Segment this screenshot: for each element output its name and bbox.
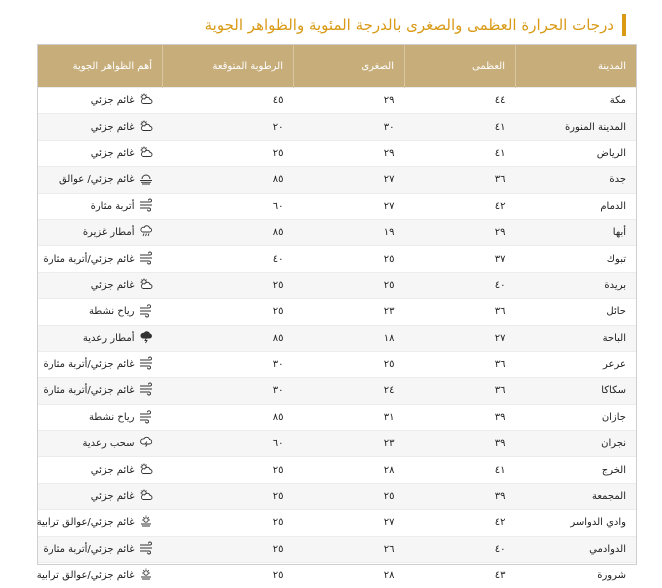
cell-weather [38, 272, 163, 298]
cell-max: ٣٩ [405, 431, 516, 457]
table-row [38, 351, 636, 377]
cell-city: الباحة [516, 325, 637, 351]
header-min: الصغرى [294, 45, 405, 88]
cell-city: المجمعة [516, 483, 637, 509]
weather-text: غائم جزئي/عوالق ترابية [37, 517, 135, 528]
table-row [38, 272, 636, 298]
cell-max: ٤٢ [405, 193, 516, 219]
cell-humidity: ٢٥ [163, 457, 294, 483]
cell-humidity: ٨٥ [163, 404, 294, 430]
cell-humidity: ٢٥ [163, 483, 294, 509]
weather-table [38, 45, 636, 588]
weather-phenomenon [37, 568, 153, 583]
cell-max: ٣٦ [405, 167, 516, 193]
table-row [38, 536, 636, 562]
weather-phenomenon [91, 278, 153, 293]
cell-weather [38, 431, 163, 457]
cell-humidity: ٢٥ [163, 510, 294, 536]
cell-city: جدة [516, 167, 637, 193]
cell-max: ٤١ [405, 114, 516, 140]
cell-city: جازان [516, 404, 637, 430]
cell-min: ٣٠ [294, 114, 405, 140]
cell-min: ٢٧ [294, 510, 405, 536]
wind-icon [139, 410, 153, 425]
table-row [38, 404, 636, 430]
cell-max: ٣٦ [405, 378, 516, 404]
cell-max: ٤٢ [405, 510, 516, 536]
weather-text: رياح نشطة [89, 306, 135, 317]
cell-humidity: ٤٥ [163, 88, 294, 114]
cell-min: ٢٤ [294, 378, 405, 404]
partly-cloudy-icon [139, 489, 153, 504]
cell-min: ٢٥ [294, 246, 405, 272]
partly-cloudy-icon [139, 463, 153, 478]
weather-text: رياح نشطة [89, 412, 135, 423]
weather-text: غائم جزئي/أتربة مثارة [44, 385, 135, 396]
weather-phenomenon [89, 410, 153, 425]
cell-min: ٢٣ [294, 431, 405, 457]
dust-icon [139, 357, 153, 372]
cell-min: ٢٧ [294, 167, 405, 193]
cell-weather [38, 378, 163, 404]
weather-table-container [37, 44, 637, 565]
cell-city: وادي الدواسر [516, 510, 637, 536]
header-max: العظمى [405, 45, 516, 88]
weather-text: غائم جزئي/أتربة مثارة [44, 544, 135, 555]
wind-icon [139, 304, 153, 319]
cell-weather [38, 510, 163, 536]
weather-text: غائم جزئي/أتربة مثارة [44, 359, 135, 370]
weather-phenomenon [91, 199, 153, 214]
cell-max: ٢٩ [405, 219, 516, 245]
title-accent-bar [622, 14, 626, 36]
weather-text: غائم جزئي/ عوالق [59, 174, 135, 185]
cell-min: ٢٩ [294, 140, 405, 166]
weather-text: غائم جزئي [91, 122, 135, 133]
weather-phenomenon [44, 383, 153, 398]
dust-icon [139, 542, 153, 557]
cell-min: ٢٨ [294, 563, 405, 588]
table-row [38, 563, 636, 588]
cell-weather [38, 140, 163, 166]
cell-city: سكاكا [516, 378, 637, 404]
weather-phenomenon [44, 542, 153, 557]
cell-min: ١٩ [294, 219, 405, 245]
weather-text: سحب رعدية [82, 438, 134, 449]
table-header-row [38, 45, 636, 88]
cell-humidity: ٢٥ [163, 299, 294, 325]
cell-max: ٢٧ [405, 325, 516, 351]
cell-max: ٤٠ [405, 272, 516, 298]
dust-icon [139, 199, 153, 214]
cell-min: ٢٩ [294, 88, 405, 114]
cell-humidity: ٢٠ [163, 114, 294, 140]
weather-phenomenon [44, 357, 153, 372]
cell-weather [38, 114, 163, 140]
cell-city: الدمام [516, 193, 637, 219]
cell-min: ١٨ [294, 325, 405, 351]
cell-min: ٢٥ [294, 483, 405, 509]
weather-phenomenon [59, 172, 153, 187]
weather-phenomenon [83, 331, 153, 346]
table-row [38, 167, 636, 193]
cell-min: ٣١ [294, 404, 405, 430]
weather-text: أمطار رعدية [83, 333, 135, 344]
table-row [38, 483, 636, 509]
cell-min: ٢٥ [294, 351, 405, 377]
weather-phenomenon [91, 489, 153, 504]
cell-max: ٤١ [405, 457, 516, 483]
cell-max: ٤٣ [405, 563, 516, 588]
dust-icon [139, 252, 153, 267]
cell-city: أبها [516, 219, 637, 245]
cell-min: ٢٣ [294, 299, 405, 325]
cell-weather [38, 325, 163, 351]
weather-phenomenon [44, 252, 153, 267]
table-row [38, 325, 636, 351]
dust-icon [139, 383, 153, 398]
partly-cloudy-icon [139, 120, 153, 135]
table-row [38, 193, 636, 219]
header-weather: أهم الظواهر الجوية [38, 45, 163, 88]
cell-humidity: ٢٥ [163, 563, 294, 588]
weather-phenomenon [37, 515, 153, 530]
weather-text: غائم جزئي/عوالق ترابية [37, 570, 135, 581]
cell-weather [38, 563, 163, 588]
cell-max: ٣٩ [405, 404, 516, 430]
table-row [38, 219, 636, 245]
weather-phenomenon [91, 463, 153, 478]
cell-city: حائل [516, 299, 637, 325]
table-body [38, 88, 636, 588]
haze-icon [139, 172, 153, 187]
table-row [38, 431, 636, 457]
weather-text: غائم جزئي [91, 491, 135, 502]
weather-text: أتربة مثارة [91, 201, 135, 212]
cell-humidity: ٨٥ [163, 167, 294, 193]
weather-phenomenon [89, 304, 153, 319]
cell-weather [38, 88, 163, 114]
cell-min: ٢٧ [294, 193, 405, 219]
cell-weather [38, 299, 163, 325]
header-humidity: الرطوبة المتوقعة [163, 45, 294, 88]
weather-text: غائم جزئي [91, 280, 135, 291]
cell-city: عرعر [516, 351, 637, 377]
cell-humidity: ٦٠ [163, 431, 294, 457]
cell-humidity: ٣٠ [163, 351, 294, 377]
table-row [38, 299, 636, 325]
cell-humidity: ٢٥ [163, 140, 294, 166]
cell-city: شرورة [516, 563, 637, 588]
weather-phenomenon [82, 436, 152, 451]
sun-haze-icon [139, 515, 153, 530]
cell-city: تبوك [516, 246, 637, 272]
cell-max: ٣٩ [405, 483, 516, 509]
cell-city: مكة [516, 88, 637, 114]
thunder-rain-icon [139, 331, 153, 346]
cell-city: نجران [516, 431, 637, 457]
cell-city: المدينة المنورة [516, 114, 637, 140]
cell-humidity: ٢٥ [163, 536, 294, 562]
cell-weather [38, 536, 163, 562]
weather-phenomenon [83, 225, 153, 240]
cell-humidity: ٣٠ [163, 378, 294, 404]
cell-weather [38, 404, 163, 430]
table-row [38, 114, 636, 140]
cell-weather [38, 219, 163, 245]
weather-text: غائم جزئي [91, 148, 135, 159]
cell-city: الرياض [516, 140, 637, 166]
thunder-cloud-icon [139, 436, 153, 451]
partly-cloudy-icon [139, 146, 153, 161]
weather-text: أمطار غزيرة [83, 227, 135, 238]
weather-phenomenon [91, 120, 153, 135]
cell-humidity: ٢٥ [163, 272, 294, 298]
cell-max: ٣٦ [405, 299, 516, 325]
cell-weather [38, 246, 163, 272]
cell-weather [38, 193, 163, 219]
cell-city: الخرج [516, 457, 637, 483]
cell-min: ٢٨ [294, 457, 405, 483]
page-title: درجات الحرارة العظمى والصغرى بالدرجة المئوية والظواهر الجوية [205, 14, 614, 36]
cell-max: ٣٧ [405, 246, 516, 272]
cell-max: ٤١ [405, 140, 516, 166]
weather-text: غائم جزئي [91, 95, 135, 106]
weather-phenomenon [91, 93, 153, 108]
cell-weather [38, 483, 163, 509]
cell-humidity: ٨٥ [163, 325, 294, 351]
sun-haze-icon [139, 568, 153, 583]
table-row [38, 378, 636, 404]
table-row [38, 457, 636, 483]
table-row [38, 246, 636, 272]
cell-weather [38, 167, 163, 193]
cell-humidity: ٦٠ [163, 193, 294, 219]
weather-phenomenon [91, 146, 153, 161]
weather-text: غائم جزئي [91, 465, 135, 476]
title-bar [205, 14, 626, 36]
heavy-rain-icon [139, 225, 153, 240]
cell-min: ٢٦ [294, 536, 405, 562]
cell-weather [38, 351, 163, 377]
partly-cloudy-icon [139, 278, 153, 293]
cell-weather [38, 457, 163, 483]
partly-cloudy-icon [139, 93, 153, 108]
cell-max: ٣٦ [405, 351, 516, 377]
table-row [38, 510, 636, 536]
cell-min: ٢٥ [294, 272, 405, 298]
header-city: المدينة [516, 45, 637, 88]
cell-humidity: ٨٥ [163, 219, 294, 245]
cell-max: ٤٠ [405, 536, 516, 562]
table-row [38, 88, 636, 114]
cell-humidity: ٤٠ [163, 246, 294, 272]
cell-city: الدوادمي [516, 536, 637, 562]
cell-max: ٤٤ [405, 88, 516, 114]
cell-city: بريدة [516, 272, 637, 298]
table-row [38, 140, 636, 166]
weather-text: غائم جزئي/أتربة مثارة [44, 254, 135, 265]
